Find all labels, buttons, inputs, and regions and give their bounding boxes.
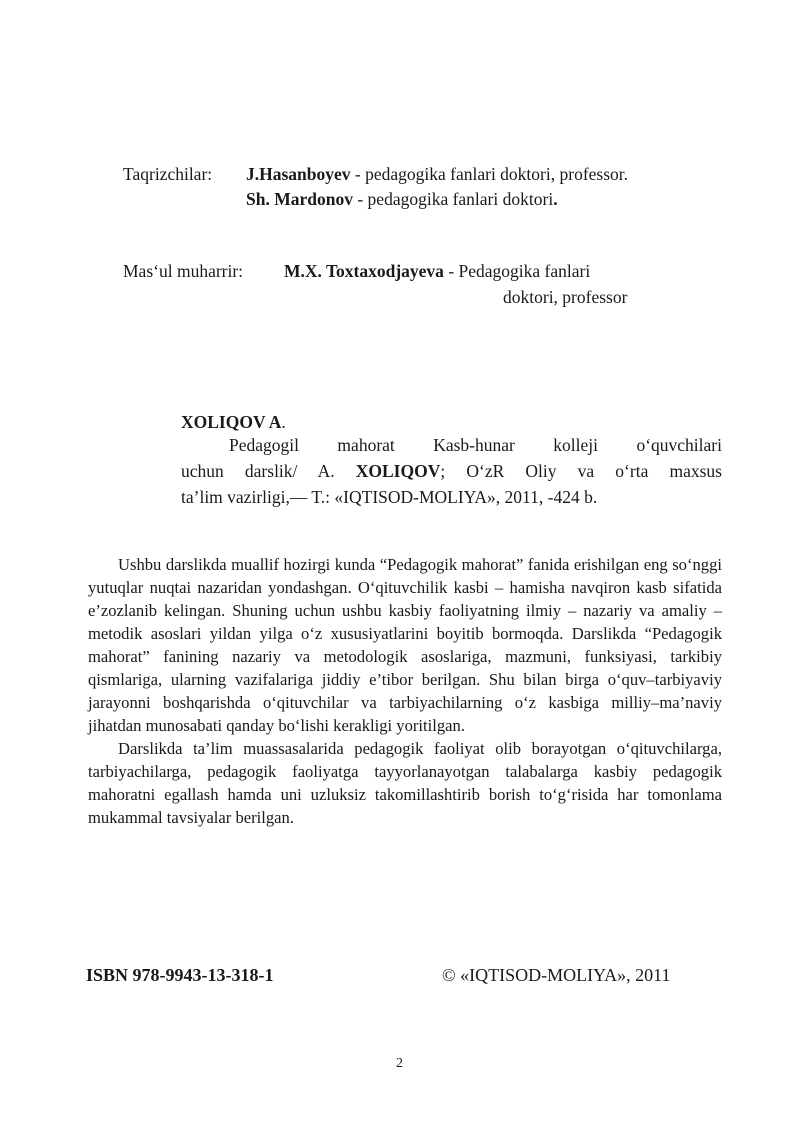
abstract-paragraph-1: Ushbu darslikda muallif hozirgi kunda “Pedagogik mahorat” fanida erishilgan eng so‘nggi yutuqlar nuqtai nazaridan yondashgan. O‘qituvchilik kasbi – hamisha navqiron kasb sifatida e’zozlanib kelingan. Shuning uchun ushbu kasbiy faoliyatning ilmiy – nazariy va amaliy – metodik asoslari yildan yilga o‘z xususiyatlarini boyitib bormoqda. Darslikda “Pedagogik mahorat” fanining nazariy va metodologik asoslariga, mazmuni, funksiyasi, tarkibiy qismlariga, ularning vazifalariga jiddiy e’tibor berilgan. Shu bilan birga o‘quv–tarbiyaviy jarayonni boshqarishda o‘qituvchilar va tarbiyachilarning o‘z kasbiga milliy–ma’naviy jihatdan munosabati qanday bo‘lishi kerakligi yoritilgan. [88, 555, 722, 735]
reviewer-2-desc: - pedagogika fanlari doktori [352, 189, 554, 209]
reviewer-1-name: J.Hasanboyev [246, 164, 351, 184]
editor-desc-2: doktori, professor [503, 287, 628, 307]
reviewers-label: Taqrizchilar: [123, 164, 213, 184]
bib-line-2 [181, 458, 722, 484]
editor-desc-1: - Pedagogika fanlari [443, 261, 591, 281]
reviewer-1-desc: - pedagogika fanlari doktori, professor. [350, 164, 629, 184]
editor-line-1 [284, 260, 590, 282]
reviewer-2-end: . [553, 189, 558, 209]
editor-label: Mas‘ul muharrir: [123, 261, 244, 281]
bib-line-1: Pedagogil mahorat Kasb-hunar kolleji o‘quvchilari [229, 435, 722, 455]
bib-line-3: ta’lim vazirligi,— T.: «IQTISOD-MOLIYA», 2011, -424 b. [181, 487, 598, 507]
bib-line-2a: uchun darslik/ A. [181, 461, 356, 481]
reviewer-2 [246, 188, 558, 210]
copyright: © «IQTISOD-MOLIYA», 2011 [442, 965, 671, 985]
bib-author-name: XOLIQOV A [181, 412, 282, 432]
page-number: 2 [396, 1056, 403, 1071]
bib-line-2c: ; O‘zR Oliy va o‘rta maxsus [440, 461, 722, 481]
editor-name: M.X. Toxtaxodjayeva [284, 261, 444, 281]
abstract-paragraph-2: Darslikda ta’lim muassasalarida pedagogik faoliyat olib borayotgan o‘qituvchilarga, tarbiyachilarga, pedagogik faoliyatga tayyorlanayotgan talabalarga kasbiy pedagogik mahoratni egallash hamda uni uzluksiz takomillashtirib borish to‘g‘risida har tomonlama mukammal tavsiyalar berilgan. [88, 739, 722, 827]
reviewer-1 [246, 163, 628, 185]
bib-author-end: . [281, 412, 286, 432]
bib-line-2b: XOLIQOV [355, 461, 441, 481]
reviewer-2-name: Sh. Mardonov [246, 189, 353, 209]
isbn: ISBN 978-9943-13-318-1 [86, 965, 274, 985]
bib-author [181, 411, 286, 433]
bib-description [181, 432, 722, 510]
abstract [88, 553, 722, 829]
